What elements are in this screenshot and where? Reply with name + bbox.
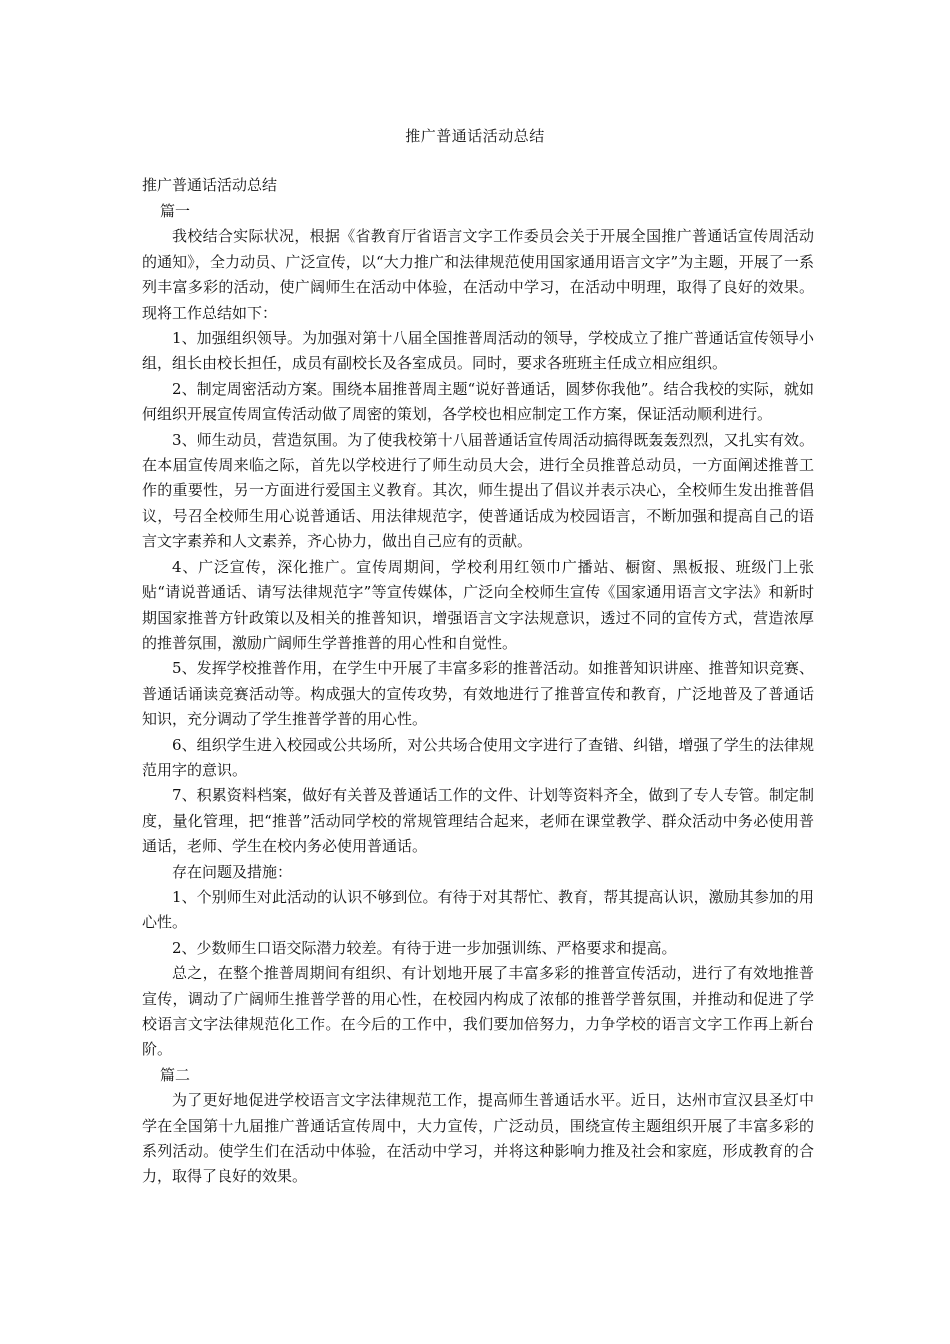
- paragraph: 我校结合实际状况，根据《省教育厅省语言文字工作委员会关于开展全国推广普通话宣传周活动的通知》，全力动员、广泛宣传，以“大力推广和法律规范使用国家通用语言文字”为主题，开展了一系列丰富多彩的活动，使广阔师生在活动中体验，在活动中学习，在活动中明理，取得了良好的效果。现将工作总结如下：: [142, 227, 814, 322]
- paragraph: 2、少数师生口语交际潜力较差。有待于进一步加强训练、严格要求和提高。: [172, 938, 677, 957]
- paragraph: 2、制定周密活动方案。围绕本届推普周主题“说好普通话，圆梦你我他”。结合我校的实际，就如何组织开展宣传周宣传活动做了周密的策划，各学校也相应制定工作方案，保证活动顺利进行。: [142, 379, 814, 424]
- section-heading: 篇一: [160, 202, 191, 220]
- document-subtitle: 推广普通话活动总结: [142, 176, 278, 194]
- paragraph: 4、广泛宣传，深化推广。宣传周期间，学校利用红领巾广播站、橱窗、黑板报、班级门上张贴“请说普通话、请写法律规范字”等宣传媒体，广泛向全校师生宣传《国家通用语言文字法》和新时期国家推普方针政策以及相关的推普知识，增强语言文字法规意识，透过不同的宣传方式，营造浓厚的推普氛围，激励广阔师生学普推普的用心性和自觉性。: [142, 557, 814, 652]
- paragraph: 1、加强组织领导。为加强对第十八届全国推普周活动的领导，学校成立了推广普通话宣传领导小组，组长由校长担任，成员有副校长及各室成员。同时，要求各班班主任成立相应组织。: [142, 329, 814, 373]
- section-heading: 篇二: [160, 1065, 191, 1084]
- paragraph: 为了更好地促进学校语言文字法律规范工作，提高师生普通话水平。近日，达州市宣汉县圣灯中学在全国第十九届推广普通话宣传周中，大力宣传，广泛动员，围绕宣传主题组织开展了丰富多彩的系列活动。使学生们在活动中体验，在活动中学习，并将这种影响力推及社会和家庭，形成教育的合力，取得了良好的效果。: [142, 1091, 814, 1186]
- paragraph: 存在问题及措施：: [172, 862, 293, 881]
- paragraph: 3、师生动员，营造氛围。为了使我校第十八届普通话宣传周活动搞得既轰轰烈烈，又扎实有效。在本届宣传周来临之际，首先以学校进行了师生动员大会，进行全员推普总动员，一方面阐述推普工作的重要性，另一方面进行爱国主义教育。其次，师生提出了倡议并表示决心，全校师生发出推普倡议，号召全校师生用心说普通话、用法律规范字，使普通话成为校园语言，不断加强和提高自己的语言文字素养和人文素养，齐心协力，做出自己应有的贡献。: [142, 430, 814, 551]
- paragraph: 7、积累资料档案，做好有关普及普通话工作的文件、计划等资料齐全，做到了专人专管。制定制度，量化管理，把“推普”活动同学校的常规管理结合起来，老师在课堂教学、群众活动中务必使用普通话，老师、学生在校内务必使用普通话。: [142, 786, 814, 856]
- document-body: [142, 172, 814, 1190]
- paragraph: 总之，在整个推普周期间有组织、有计划地开展了丰富多彩的推普宣传活动，进行了有效地推普宣传，调动了广阔师生推普学普的用心性，在校园内构成了浓郁的推普学普氛围，并推动和促进了学校语言文字法律规范化工作。在今后的工作中，我们要加倍努力，力争学校的语言文字工作再上新台阶。: [142, 964, 814, 1059]
- paragraph: 5、发挥学校推普作用，在学生中开展了丰富多彩的推普活动。如推普知识讲座、推普知识竞赛、普通话诵读竞赛活动等。构成强大的宣传攻势，有效地进行了推普宣传和教育，广泛地普及了普通话知识，充分调动了学生推普学普的用心性。: [142, 659, 814, 729]
- paragraph: 6、组织学生进入校园或公共场所，对公共场合使用文字进行了查错、纠错，增强了学生的法律规范用字的意识。: [142, 735, 814, 779]
- document-title: 推广普通话活动总结: [405, 127, 545, 145]
- paragraph: 1、个别师生对此活动的认识不够到位。有待于对其帮忙、教育，帮其提高认识，激励其参加的用心性。: [142, 887, 814, 932]
- document-blocks: [142, 199, 814, 1190]
